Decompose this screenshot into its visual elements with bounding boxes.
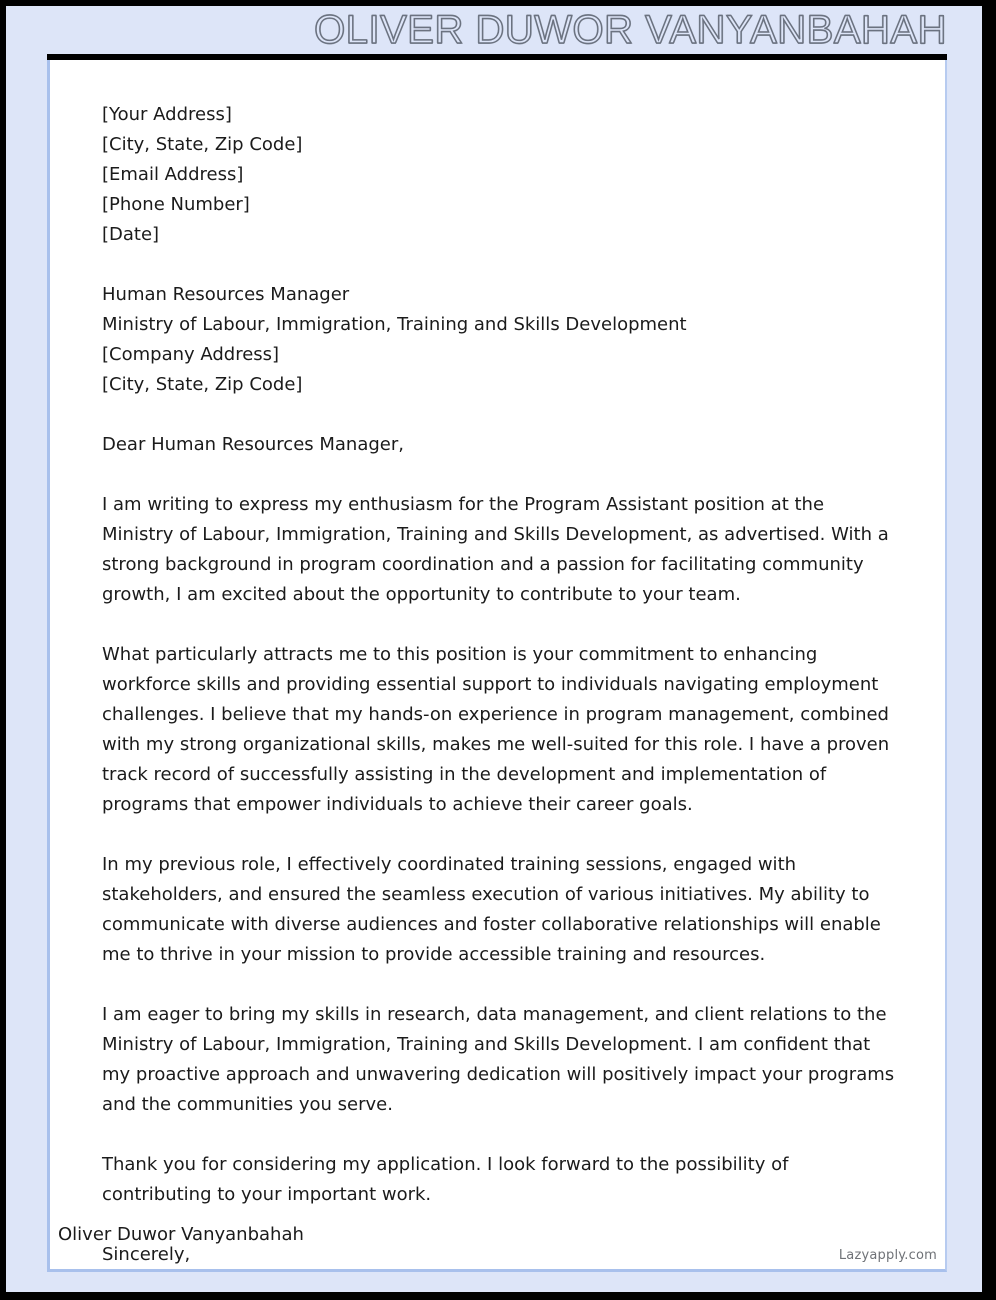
letterhead bbox=[6, 6, 982, 54]
letterhead-name: OLIVER DUWOR VANYANBAHAH bbox=[314, 8, 947, 52]
sender-phone-line: [Phone Number] bbox=[102, 194, 250, 215]
recipient-city-line: [City, State, Zip Code] bbox=[102, 374, 303, 395]
salutation: Dear Human Resources Manager, bbox=[102, 434, 404, 455]
sender-date-line: [Date] bbox=[102, 224, 160, 245]
sender-address-block bbox=[102, 100, 900, 250]
document-page bbox=[6, 6, 982, 1292]
spacer bbox=[102, 820, 900, 850]
spacer bbox=[102, 400, 900, 430]
spacer bbox=[102, 460, 900, 490]
spacer bbox=[102, 250, 900, 280]
sender-address-line: [Your Address] bbox=[102, 104, 232, 125]
body-paragraph: I am writing to express my enthusiasm for the Program Assistant position at the Ministry of Labour, Immigration, Training and Skills Development, as advertised. With a strong background in program coordination and a passion for facilitating community growth, I am excited about the opportunity to contribute to your team. bbox=[102, 494, 889, 605]
recipient-address-block bbox=[102, 280, 900, 400]
recipient-organization-line: Ministry of Labour, Immigration, Training and Skills Development bbox=[102, 314, 687, 335]
recipient-title-line: Human Resources Manager bbox=[102, 284, 350, 305]
body-paragraph: I am eager to bring my skills in research, data management, and client relations to the Ministry of Labour, Immigration, Training and Skills Development. I am confident that my proactive approach and unwavering dedication will positively impact your programs and the communities you serve. bbox=[102, 1004, 895, 1115]
signature-name: Oliver Duwor Vanyanbahah bbox=[58, 1224, 304, 1245]
body-paragraph: In my previous role, I effectively coordinated training sessions, engaged with stakeholders, and ensured the seamless execution of various initiatives. My ability to communicate with diverse audiences and foster collaborative relationships will enable me to thrive in your mission to provide accessible training and resources. bbox=[102, 854, 881, 965]
sender-city-line: [City, State, Zip Code] bbox=[102, 134, 303, 155]
spacer bbox=[102, 970, 900, 1000]
body-paragraph: Thank you for considering my application. I look forward to the possibility of contributing to your important work. bbox=[102, 1154, 789, 1205]
sender-email-line: [Email Address] bbox=[102, 164, 244, 185]
recipient-address-line: [Company Address] bbox=[102, 344, 280, 365]
lazyapply-watermark: Lazyapply.com bbox=[838, 1248, 937, 1263]
body-paragraph: What particularly attracts me to this position is your commitment to enhancing workforce skills and providing essential support to individuals navigating employment challenges. I believe that my hands-on experience in program management, combined with my strong organizational skills, makes me well-suited for this role. I have a proven track record of successfully assisting in the development and implementation of programs that empower individuals to achieve their career goals. bbox=[102, 644, 890, 815]
valediction: Sincerely, bbox=[102, 1244, 191, 1265]
spacer bbox=[102, 1120, 900, 1150]
cover-letter-body[interactable] bbox=[47, 60, 947, 1272]
spacer bbox=[102, 610, 900, 640]
